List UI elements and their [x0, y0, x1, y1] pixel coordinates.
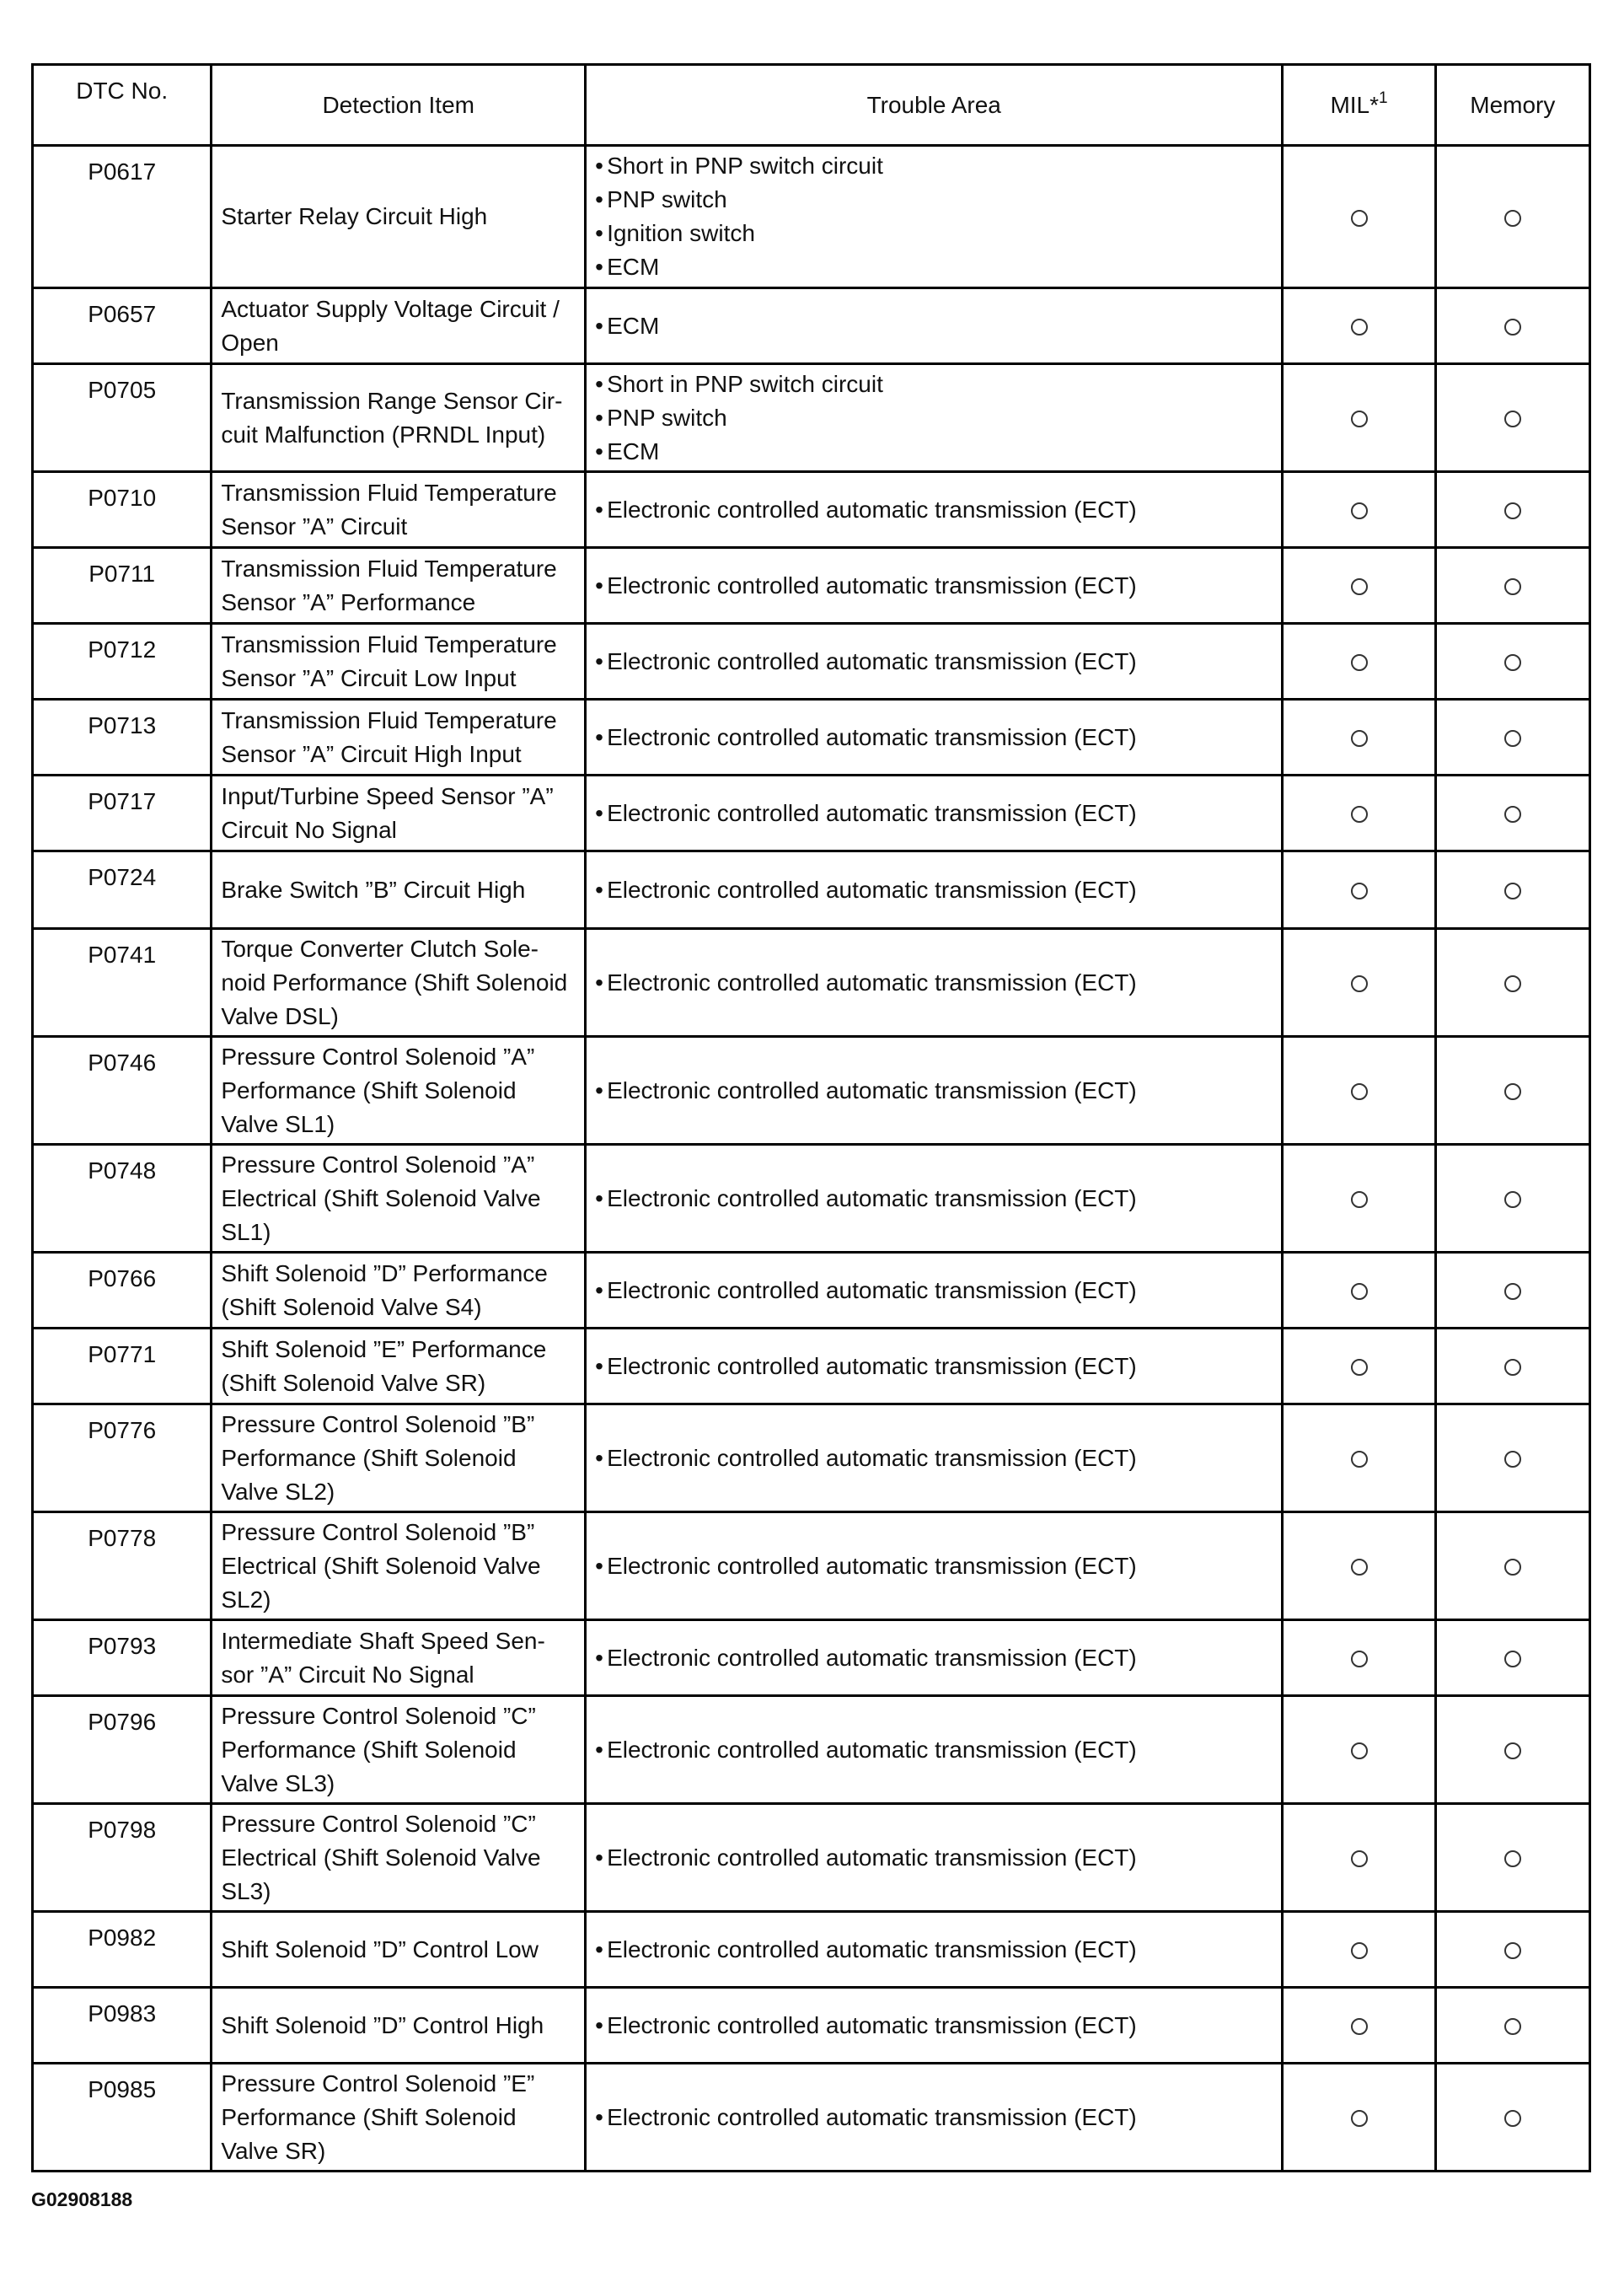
mil-indicator	[1283, 146, 1435, 288]
mil-indicator	[1283, 2064, 1435, 2172]
circle-icon	[1351, 730, 1368, 747]
trouble-area-item	[595, 1074, 1281, 1108]
trouble-area	[586, 472, 1283, 548]
bullet-icon: •	[595, 496, 603, 523]
mil-indicator	[1283, 624, 1435, 700]
trouble-area-text: Electronic controlled automatic transmission (ECT)	[607, 1844, 1137, 1871]
circle-icon	[1504, 502, 1521, 519]
mil-indicator	[1283, 1145, 1435, 1253]
memory-indicator	[1435, 851, 1589, 929]
trouble-area-item	[595, 217, 1281, 250]
trouble-area-list	[595, 1274, 1281, 1307]
table-row	[33, 1037, 1590, 1145]
circle-icon	[1504, 1191, 1521, 1208]
bullet-icon: •	[595, 1276, 603, 1303]
trouble-area-text: Short in PNP switch circuit	[607, 153, 883, 179]
detection-item: Transmission Fluid Temperature Sensor ”A” Performance	[212, 548, 586, 624]
circle-icon	[1504, 654, 1521, 671]
detection-item: Pressure Control Solenoid ”E” Performance (Shift Solenoid Valve SR)	[212, 2064, 586, 2172]
dtc-code: P0710	[33, 472, 212, 548]
trouble-area-list	[595, 873, 1281, 907]
header-mil-footnote: 1	[1379, 89, 1388, 107]
dtc-code: P0766	[33, 1253, 212, 1329]
table-row	[33, 1696, 1590, 1804]
memory-indicator	[1435, 1988, 1589, 2064]
trouble-area-list	[595, 645, 1281, 679]
trouble-area-text: Electronic controlled automatic transmission (ECT)	[607, 496, 1137, 523]
trouble-area-item	[595, 401, 1281, 435]
bullet-icon: •	[595, 1444, 603, 1471]
trouble-area-text: Electronic controlled automatic transmission (ECT)	[607, 2103, 1137, 2130]
bullet-icon: •	[595, 1644, 603, 1671]
dtc-code: P0657	[33, 288, 212, 364]
detection-item: Pressure Control Solenoid ”B” Performance (Shift Solenoid Valve SL2)	[212, 1404, 586, 1512]
trouble-area-text: Electronic controlled automatic transmission (ECT)	[607, 572, 1137, 599]
trouble-area-text: Electronic controlled automatic transmission (ECT)	[607, 876, 1137, 903]
trouble-area-text: Electronic controlled automatic transmission (ECT)	[607, 969, 1137, 996]
detection-item: Input/Turbine Speed Sensor ”A” Circuit No Signal	[212, 776, 586, 851]
detection-item: Shift Solenoid ”D” Control High	[212, 1988, 586, 2064]
trouble-area-text: Electronic controlled automatic transmission (ECT)	[607, 1444, 1137, 1471]
dtc-code: P0741	[33, 929, 212, 1037]
dtc-code: P0713	[33, 700, 212, 776]
trouble-area-item	[595, 1933, 1281, 1967]
table-row	[33, 624, 1590, 700]
trouble-area-text: Electronic controlled automatic transmission (ECT)	[607, 723, 1137, 750]
trouble-area-text: Electronic controlled automatic transmission (ECT)	[607, 2011, 1137, 2038]
mil-indicator	[1283, 1329, 1435, 1404]
trouble-area-item	[595, 149, 1281, 183]
bullet-icon: •	[595, 969, 603, 996]
detection-item: Transmission Fluid Temperature Sensor ”A” Circuit Low Input	[212, 624, 586, 700]
trouble-area-item	[595, 1841, 1281, 1875]
dtc-code: P0705	[33, 364, 212, 472]
circle-icon	[1351, 2110, 1368, 2127]
trouble-area-item	[595, 645, 1281, 679]
detection-item: Transmission Range Sensor Cir-cuit Malfunction (PRNDL Input)	[212, 364, 586, 472]
dtc-code: P0724	[33, 851, 212, 929]
detection-item: Transmission Fluid Temperature Sensor ”A” Circuit	[212, 472, 586, 548]
trouble-area-item	[595, 2101, 1281, 2134]
bullet-icon: •	[595, 799, 603, 826]
memory-indicator	[1435, 624, 1589, 700]
trouble-area-list	[595, 1641, 1281, 1675]
dtc-code: P0985	[33, 2064, 212, 2172]
memory-indicator	[1435, 364, 1589, 472]
circle-icon	[1504, 1283, 1521, 1300]
table-row	[33, 851, 1590, 929]
mil-indicator	[1283, 548, 1435, 624]
trouble-area-item	[595, 1350, 1281, 1383]
table-row	[33, 472, 1590, 548]
trouble-area-list	[595, 1182, 1281, 1216]
bullet-icon: •	[595, 186, 603, 212]
trouble-area-item	[595, 183, 1281, 217]
trouble-area-list	[595, 149, 1281, 284]
trouble-area-list	[595, 1733, 1281, 1767]
trouble-area-text: Electronic controlled automatic transmission (ECT)	[607, 647, 1137, 674]
header-memory: Memory	[1435, 65, 1589, 146]
table-row	[33, 929, 1590, 1037]
circle-icon	[1351, 1359, 1368, 1376]
circle-icon	[1351, 502, 1368, 519]
bullet-icon: •	[595, 370, 603, 397]
dtc-code: P0796	[33, 1696, 212, 1804]
memory-indicator	[1435, 1804, 1589, 1912]
circle-icon	[1351, 1651, 1368, 1667]
trouble-area	[586, 700, 1283, 776]
table-row	[33, 2064, 1590, 2172]
dtc-code: P0793	[33, 1620, 212, 1696]
dtc-table	[31, 63, 1591, 2172]
detection-item: Pressure Control Solenoid ”A” Performance (Shift Solenoid Valve SL1)	[212, 1037, 586, 1145]
dtc-table-body	[33, 146, 1590, 2172]
table-row	[33, 1512, 1590, 1620]
bullet-icon: •	[595, 1552, 603, 1579]
detection-item: Transmission Fluid Temperature Sensor ”A” Circuit High Input	[212, 700, 586, 776]
circle-icon	[1504, 1651, 1521, 1667]
dtc-code: P0617	[33, 146, 212, 288]
detection-item: Shift Solenoid ”D” Performance (Shift Solenoid Valve S4)	[212, 1253, 586, 1329]
table-row	[33, 548, 1590, 624]
trouble-area-item	[595, 309, 1281, 343]
header-detection-item: Detection Item	[212, 65, 586, 146]
bullet-icon: •	[595, 1184, 603, 1211]
trouble-area	[586, 146, 1283, 288]
dtc-code: P0711	[33, 548, 212, 624]
trouble-area	[586, 1912, 1283, 1988]
mil-indicator	[1283, 1512, 1435, 1620]
circle-icon	[1351, 1283, 1368, 1300]
trouble-area-text: PNP switch	[607, 186, 727, 212]
figure-id: G02908188	[31, 2188, 133, 2210]
trouble-area-text: Short in PNP switch circuit	[607, 370, 883, 397]
dtc-code: P0982	[33, 1912, 212, 1988]
mil-indicator	[1283, 1404, 1435, 1512]
memory-indicator	[1435, 776, 1589, 851]
circle-icon	[1351, 654, 1368, 671]
circle-icon	[1504, 730, 1521, 747]
trouble-area-item	[595, 721, 1281, 754]
trouble-area-text: Ignition switch	[607, 220, 755, 246]
detection-item: Shift Solenoid ”D” Control Low	[212, 1912, 586, 1988]
trouble-area	[586, 1620, 1283, 1696]
circle-icon	[1504, 411, 1521, 427]
dtc-code: P0717	[33, 776, 212, 851]
mil-indicator	[1283, 1988, 1435, 2064]
trouble-area-item	[595, 569, 1281, 603]
detection-item: Pressure Control Solenoid ”A” Electrical (Shift Solenoid Valve SL1)	[212, 1145, 586, 1253]
circle-icon	[1504, 883, 1521, 899]
memory-indicator	[1435, 2064, 1589, 2172]
mil-indicator	[1283, 1253, 1435, 1329]
circle-icon	[1351, 1559, 1368, 1576]
bullet-icon: •	[595, 312, 603, 339]
memory-indicator	[1435, 288, 1589, 364]
memory-indicator	[1435, 1912, 1589, 1988]
trouble-area-item	[595, 435, 1281, 469]
dtc-code: P0746	[33, 1037, 212, 1145]
circle-icon	[1351, 411, 1368, 427]
memory-indicator	[1435, 1404, 1589, 1512]
circle-icon	[1504, 2110, 1521, 2127]
memory-indicator	[1435, 146, 1589, 288]
trouble-area-text: PNP switch	[607, 404, 727, 431]
circle-icon	[1504, 210, 1521, 227]
circle-icon	[1351, 1191, 1368, 1208]
detection-item: Pressure Control Solenoid ”C” Electrical (Shift Solenoid Valve SL3)	[212, 1804, 586, 1912]
circle-icon	[1351, 2018, 1368, 2035]
dtc-code: P0771	[33, 1329, 212, 1404]
mil-indicator	[1283, 851, 1435, 929]
mil-indicator	[1283, 472, 1435, 548]
memory-indicator	[1435, 700, 1589, 776]
circle-icon	[1351, 975, 1368, 992]
detection-item: Torque Converter Clutch Sole-noid Performance (Shift Solenoid Valve DSL)	[212, 929, 586, 1037]
trouble-area-item	[595, 873, 1281, 907]
detection-item: Shift Solenoid ”E” Performance (Shift Solenoid Valve SR)	[212, 1329, 586, 1404]
circle-icon	[1504, 1083, 1521, 1100]
mil-indicator	[1283, 929, 1435, 1037]
trouble-area-item	[595, 1549, 1281, 1583]
trouble-area	[586, 288, 1283, 364]
table-row	[33, 1253, 1590, 1329]
circle-icon	[1351, 578, 1368, 595]
bullet-icon: •	[595, 2011, 603, 2038]
table-row	[33, 700, 1590, 776]
circle-icon	[1504, 578, 1521, 595]
bullet-icon: •	[595, 254, 603, 280]
detection-item: Brake Switch ”B” Circuit High	[212, 851, 586, 929]
bullet-icon: •	[595, 404, 603, 431]
circle-icon	[1351, 883, 1368, 899]
trouble-area-list	[595, 1549, 1281, 1583]
header-mil	[1283, 65, 1435, 146]
bullet-icon: •	[595, 723, 603, 750]
mil-indicator	[1283, 1912, 1435, 1988]
trouble-area-list	[595, 2101, 1281, 2134]
trouble-area-text: Electronic controlled automatic transmission (ECT)	[607, 799, 1137, 826]
trouble-area-item	[595, 966, 1281, 1000]
dtc-code: P0778	[33, 1512, 212, 1620]
circle-icon	[1351, 806, 1368, 823]
trouble-area	[586, 1037, 1283, 1145]
trouble-area-list	[595, 368, 1281, 469]
circle-icon	[1351, 1083, 1368, 1100]
circle-icon	[1351, 1850, 1368, 1867]
trouble-area-list	[595, 721, 1281, 754]
circle-icon	[1504, 319, 1521, 336]
table-row	[33, 1988, 1590, 2064]
memory-indicator	[1435, 1512, 1589, 1620]
bullet-icon: •	[595, 1935, 603, 1962]
bullet-icon: •	[595, 1352, 603, 1379]
trouble-area-text: Electronic controlled automatic transmission (ECT)	[607, 1276, 1137, 1303]
bullet-icon: •	[595, 1844, 603, 1871]
circle-icon	[1351, 1942, 1368, 1959]
memory-indicator	[1435, 1620, 1589, 1696]
dtc-code: P0776	[33, 1404, 212, 1512]
memory-indicator	[1435, 1253, 1589, 1329]
header-row	[33, 65, 1590, 146]
memory-indicator	[1435, 1145, 1589, 1253]
circle-icon	[1504, 2018, 1521, 2035]
circle-icon	[1504, 1850, 1521, 1867]
trouble-area-list	[595, 2009, 1281, 2043]
table-row	[33, 288, 1590, 364]
memory-indicator	[1435, 1329, 1589, 1404]
detection-item: Pressure Control Solenoid ”C” Performance (Shift Solenoid Valve SL3)	[212, 1696, 586, 1804]
table-row	[33, 776, 1590, 851]
trouble-area-list	[595, 966, 1281, 1000]
circle-icon	[1351, 319, 1368, 336]
memory-indicator	[1435, 1696, 1589, 1804]
trouble-area-text: Electronic controlled automatic transmission (ECT)	[607, 1184, 1137, 1211]
trouble-area	[586, 776, 1283, 851]
mil-indicator	[1283, 364, 1435, 472]
circle-icon	[1351, 1742, 1368, 1759]
mil-indicator	[1283, 1037, 1435, 1145]
trouble-area-list	[595, 1933, 1281, 1967]
memory-indicator	[1435, 1037, 1589, 1145]
trouble-area	[586, 1804, 1283, 1912]
trouble-area-list	[595, 309, 1281, 343]
trouble-area	[586, 2064, 1283, 2172]
header-mil-label: MIL*	[1330, 91, 1380, 118]
bullet-icon: •	[595, 1076, 603, 1103]
trouble-area-item	[595, 368, 1281, 401]
detection-item: Pressure Control Solenoid ”B” Electrical (Shift Solenoid Valve SL2)	[212, 1512, 586, 1620]
table-row	[33, 364, 1590, 472]
detection-item: Intermediate Shaft Speed Sen-sor ”A” Circuit No Signal	[212, 1620, 586, 1696]
trouble-area-text: Electronic controlled automatic transmission (ECT)	[607, 1644, 1137, 1671]
trouble-area-text: Electronic controlled automatic transmission (ECT)	[607, 1736, 1137, 1763]
trouble-area-text: Electronic controlled automatic transmission (ECT)	[607, 1935, 1137, 1962]
dtc-code: P0798	[33, 1804, 212, 1912]
trouble-area-item	[595, 1182, 1281, 1216]
bullet-icon: •	[595, 876, 603, 903]
bullet-icon: •	[595, 647, 603, 674]
memory-indicator	[1435, 548, 1589, 624]
circle-icon	[1504, 1359, 1521, 1376]
mil-indicator	[1283, 288, 1435, 364]
trouble-area-item	[595, 1641, 1281, 1675]
trouble-area-item	[595, 1733, 1281, 1767]
trouble-area	[586, 1696, 1283, 1804]
table-row	[33, 1329, 1590, 1404]
mil-indicator	[1283, 700, 1435, 776]
bullet-icon: •	[595, 220, 603, 246]
circle-icon	[1504, 1942, 1521, 1959]
trouble-area-item	[595, 1274, 1281, 1307]
table-row	[33, 1804, 1590, 1912]
trouble-area-text: Electronic controlled automatic transmission (ECT)	[607, 1076, 1137, 1103]
circle-icon	[1504, 1559, 1521, 1576]
trouble-area-item	[595, 1442, 1281, 1475]
trouble-area-text: Electronic controlled automatic transmission (ECT)	[607, 1552, 1137, 1579]
circle-icon	[1504, 975, 1521, 992]
dtc-code: P0983	[33, 1988, 212, 2064]
trouble-area-text: ECM	[607, 312, 660, 339]
table-row	[33, 1912, 1590, 1988]
detection-item: Actuator Supply Voltage Circuit / Open	[212, 288, 586, 364]
trouble-area	[586, 1988, 1283, 2064]
mil-indicator	[1283, 1696, 1435, 1804]
table-row	[33, 1620, 1590, 1696]
trouble-area-list	[595, 1074, 1281, 1108]
bullet-icon: •	[595, 1736, 603, 1763]
trouble-area	[586, 364, 1283, 472]
trouble-area	[586, 1145, 1283, 1253]
circle-icon	[1504, 1742, 1521, 1759]
trouble-area	[586, 1512, 1283, 1620]
header-trouble-area: Trouble Area	[586, 65, 1283, 146]
bullet-icon: •	[595, 572, 603, 599]
trouble-area-list	[595, 1350, 1281, 1383]
bullet-icon: •	[595, 2103, 603, 2130]
trouble-area-item	[595, 797, 1281, 830]
memory-indicator	[1435, 472, 1589, 548]
mil-indicator	[1283, 776, 1435, 851]
trouble-area-list	[595, 1841, 1281, 1875]
mil-indicator	[1283, 1620, 1435, 1696]
trouble-area	[586, 1253, 1283, 1329]
trouble-area	[586, 929, 1283, 1037]
trouble-area-list	[595, 569, 1281, 603]
table-row	[33, 146, 1590, 288]
detection-item: Starter Relay Circuit High	[212, 146, 586, 288]
trouble-area	[586, 548, 1283, 624]
circle-icon	[1351, 1451, 1368, 1468]
trouble-area-item	[595, 2009, 1281, 2043]
mil-indicator	[1283, 1804, 1435, 1912]
trouble-area-text: ECM	[607, 438, 660, 464]
circle-icon	[1351, 210, 1368, 227]
trouble-area	[586, 851, 1283, 929]
memory-indicator	[1435, 929, 1589, 1037]
circle-icon	[1504, 1451, 1521, 1468]
trouble-area-text: Electronic controlled automatic transmission (ECT)	[607, 1352, 1137, 1379]
header-dtc-no: DTC No.	[33, 65, 212, 146]
trouble-area-text: ECM	[607, 254, 660, 280]
circle-icon	[1504, 806, 1521, 823]
trouble-area-item	[595, 493, 1281, 527]
dtc-code: P0748	[33, 1145, 212, 1253]
bullet-icon: •	[595, 153, 603, 179]
bullet-icon: •	[595, 438, 603, 464]
trouble-area-list	[595, 493, 1281, 527]
trouble-area-item	[595, 250, 1281, 284]
table-row	[33, 1145, 1590, 1253]
trouble-area-list	[595, 797, 1281, 830]
dtc-code: P0712	[33, 624, 212, 700]
trouble-area-list	[595, 1442, 1281, 1475]
trouble-area	[586, 624, 1283, 700]
table-row	[33, 1404, 1590, 1512]
trouble-area	[586, 1329, 1283, 1404]
trouble-area	[586, 1404, 1283, 1512]
